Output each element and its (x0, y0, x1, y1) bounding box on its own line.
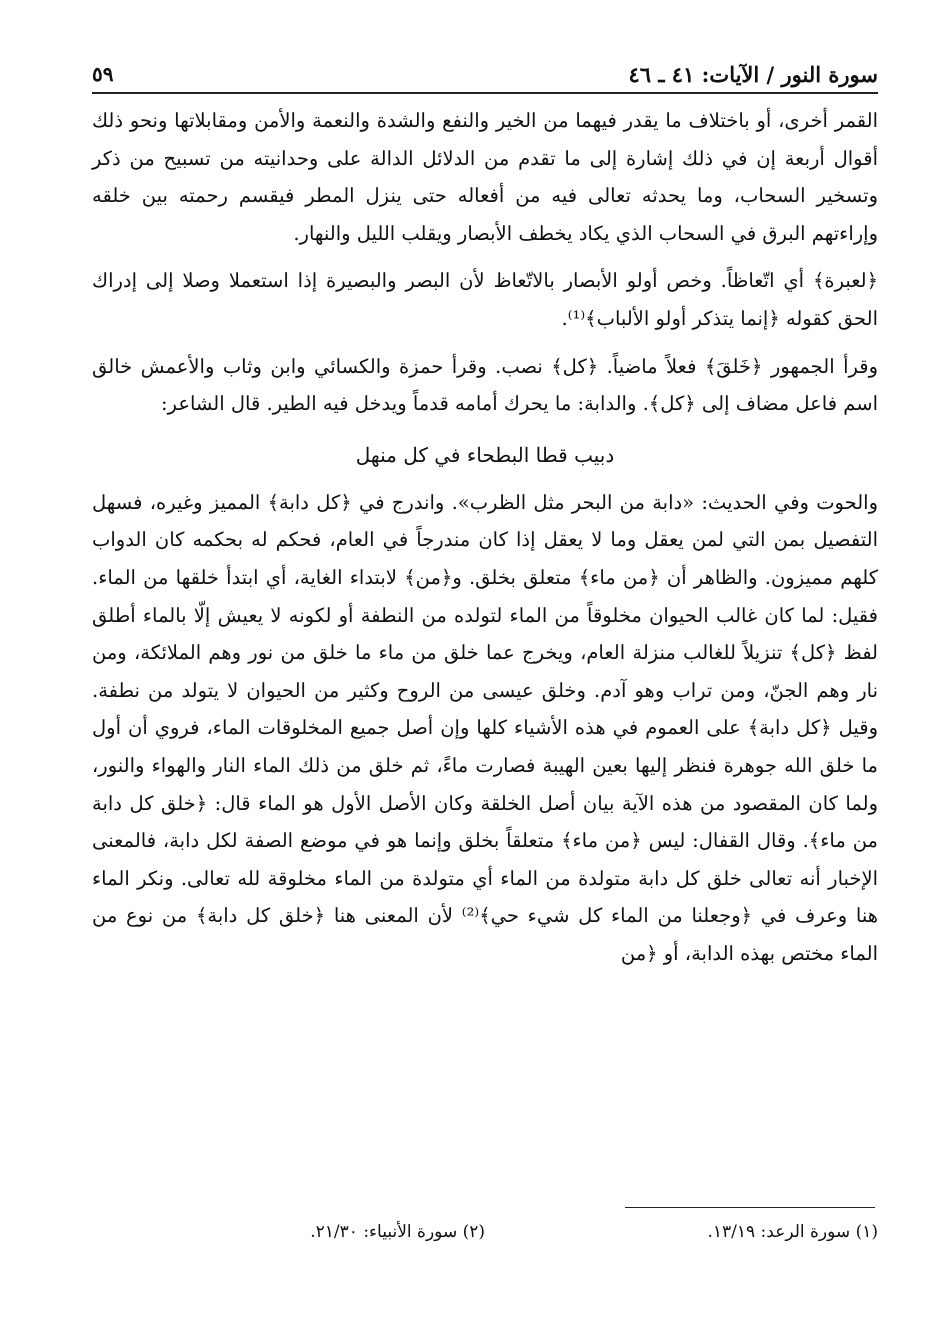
paragraph-2: ﴿لعبرة﴾ أي اتّعاظاً. وخص أولو الأبصار بالاتّعاظ لأن البصر والبصيرة إذا استعملا وصلا إلى إدراك الحق كقوله ﴿إنما يتذكر أولو الألباب﴾⁽¹⁾. (92, 269, 878, 330)
paragraph-1: القمر أخرى، أو باختلاف ما يقدر فيهما من الخير والنفع والشدة والنعمة والأمن ومقابلاتها ونحو ذلك أقوال أربعة إن في ذلك إشارة إلى ما تقدم من الدلائل الدالة على وحدانيته من تسبيح من ذكر وتسخير السحاب، وما يحدثه تعالى فيه من أفعاله حتى ينزل المطر فيقسم رحمته بين خلقه وإراءتهم البرق في السحاب الذي يكاد يخطف الأبصار ويقلب الليل والنهار. (92, 109, 878, 245)
page-body (92, 58, 878, 972)
footnote-divider (625, 1207, 875, 1208)
header-title: سورة النور / الآيات: ٤١ ـ ٤٦ (628, 61, 878, 87)
footnotes (92, 1222, 878, 1242)
poetry-verse: دبيب قطا البطحاء في كل منهل (355, 442, 615, 467)
paragraph-4: والحوت وفي الحديث: «دابة من البحر مثل الظرب». واندرج في ﴿كل دابة﴾ المميز وغيره، فسهل التفصيل بمن التي لمن يعقل وما لا يعقل إذا كان مندرجاً في العام، فحكم له بحكمه كان الدواب كلهم مميزون. والظاهر أن ﴿من ماء﴾ متعلق بخلق. و﴿من﴾ لابتداء الغاية، أي ابتدأ خلقها من الماء. فقيل: لما كان غالب الحيوان مخلوقاً من الماء لتولده من النطفة أو لكونه لا يعيش إلّا بالماء أطلق لفظ ﴿كل﴾ تنزيلاً للغالب منزلة العام، ويخرج عما خلق من ماء ما خلق من نور وهم الملائكة، ومن نار وهم الجنّ، ومن تراب وهو آدم. وخلق عيسى من الروح وكثير من الحيوان لا يتولد من نطفة. وقيل ﴿كل دابة﴾ على العموم في هذه الأشياء كلها وإن أصل جميع المخلوقات الماء، فروي أن أول ما خلق الله جوهرة فنظر إليها بعين الهيبة فصارت ماءً، ثم خلق من ذلك الماء النار والهواء والنور، ولما كان المقصود من هذه الآية بيان أصل الخلقة وكان الأصل الأول هو الماء قال: ﴿خلق كل دابة من ماء﴾. وقال القفال: ليس ﴿من ماء﴾ متعلقاً بخلق وإنما هو في موضع الصفة لكل دابة، فالمعنى الإخبار أنه تعالى خلق كل دابة متولدة من الماء أي متولدة من الماء مخلوقة لله تعالى. ونكر الماء هنا وعرف في ﴿وجعلنا من الماء كل شيء حي﴾⁽²⁾ لأن المعنى هنا ﴿خلق كل دابة﴾ من نوع من الماء مختص بهذه الدابة، أو ﴿من (92, 490, 879, 965)
page-number: ٥٩ (92, 62, 114, 86)
paragraph-3: وقرأ الجمهور ﴿خَلقَ﴾ فعلاً ماضياً. ﴿كل﴾ نصب. وقرأ حمزة والكسائي وابن وثاب والأعمش خالق اسم فاعل مضاف إلى ﴿كل﴾. والدابة: ما يحرك أمامه قدماً ويدخل فيه الطير. قال الشاعر: (92, 354, 878, 416)
running-header (92, 58, 878, 94)
footnote-2: (٢) سورة الأنبياء: ٢١/٣٠. (310, 1222, 485, 1242)
footnote-1: (١) سورة الرعد: ١٣/١٩. (707, 1222, 878, 1242)
